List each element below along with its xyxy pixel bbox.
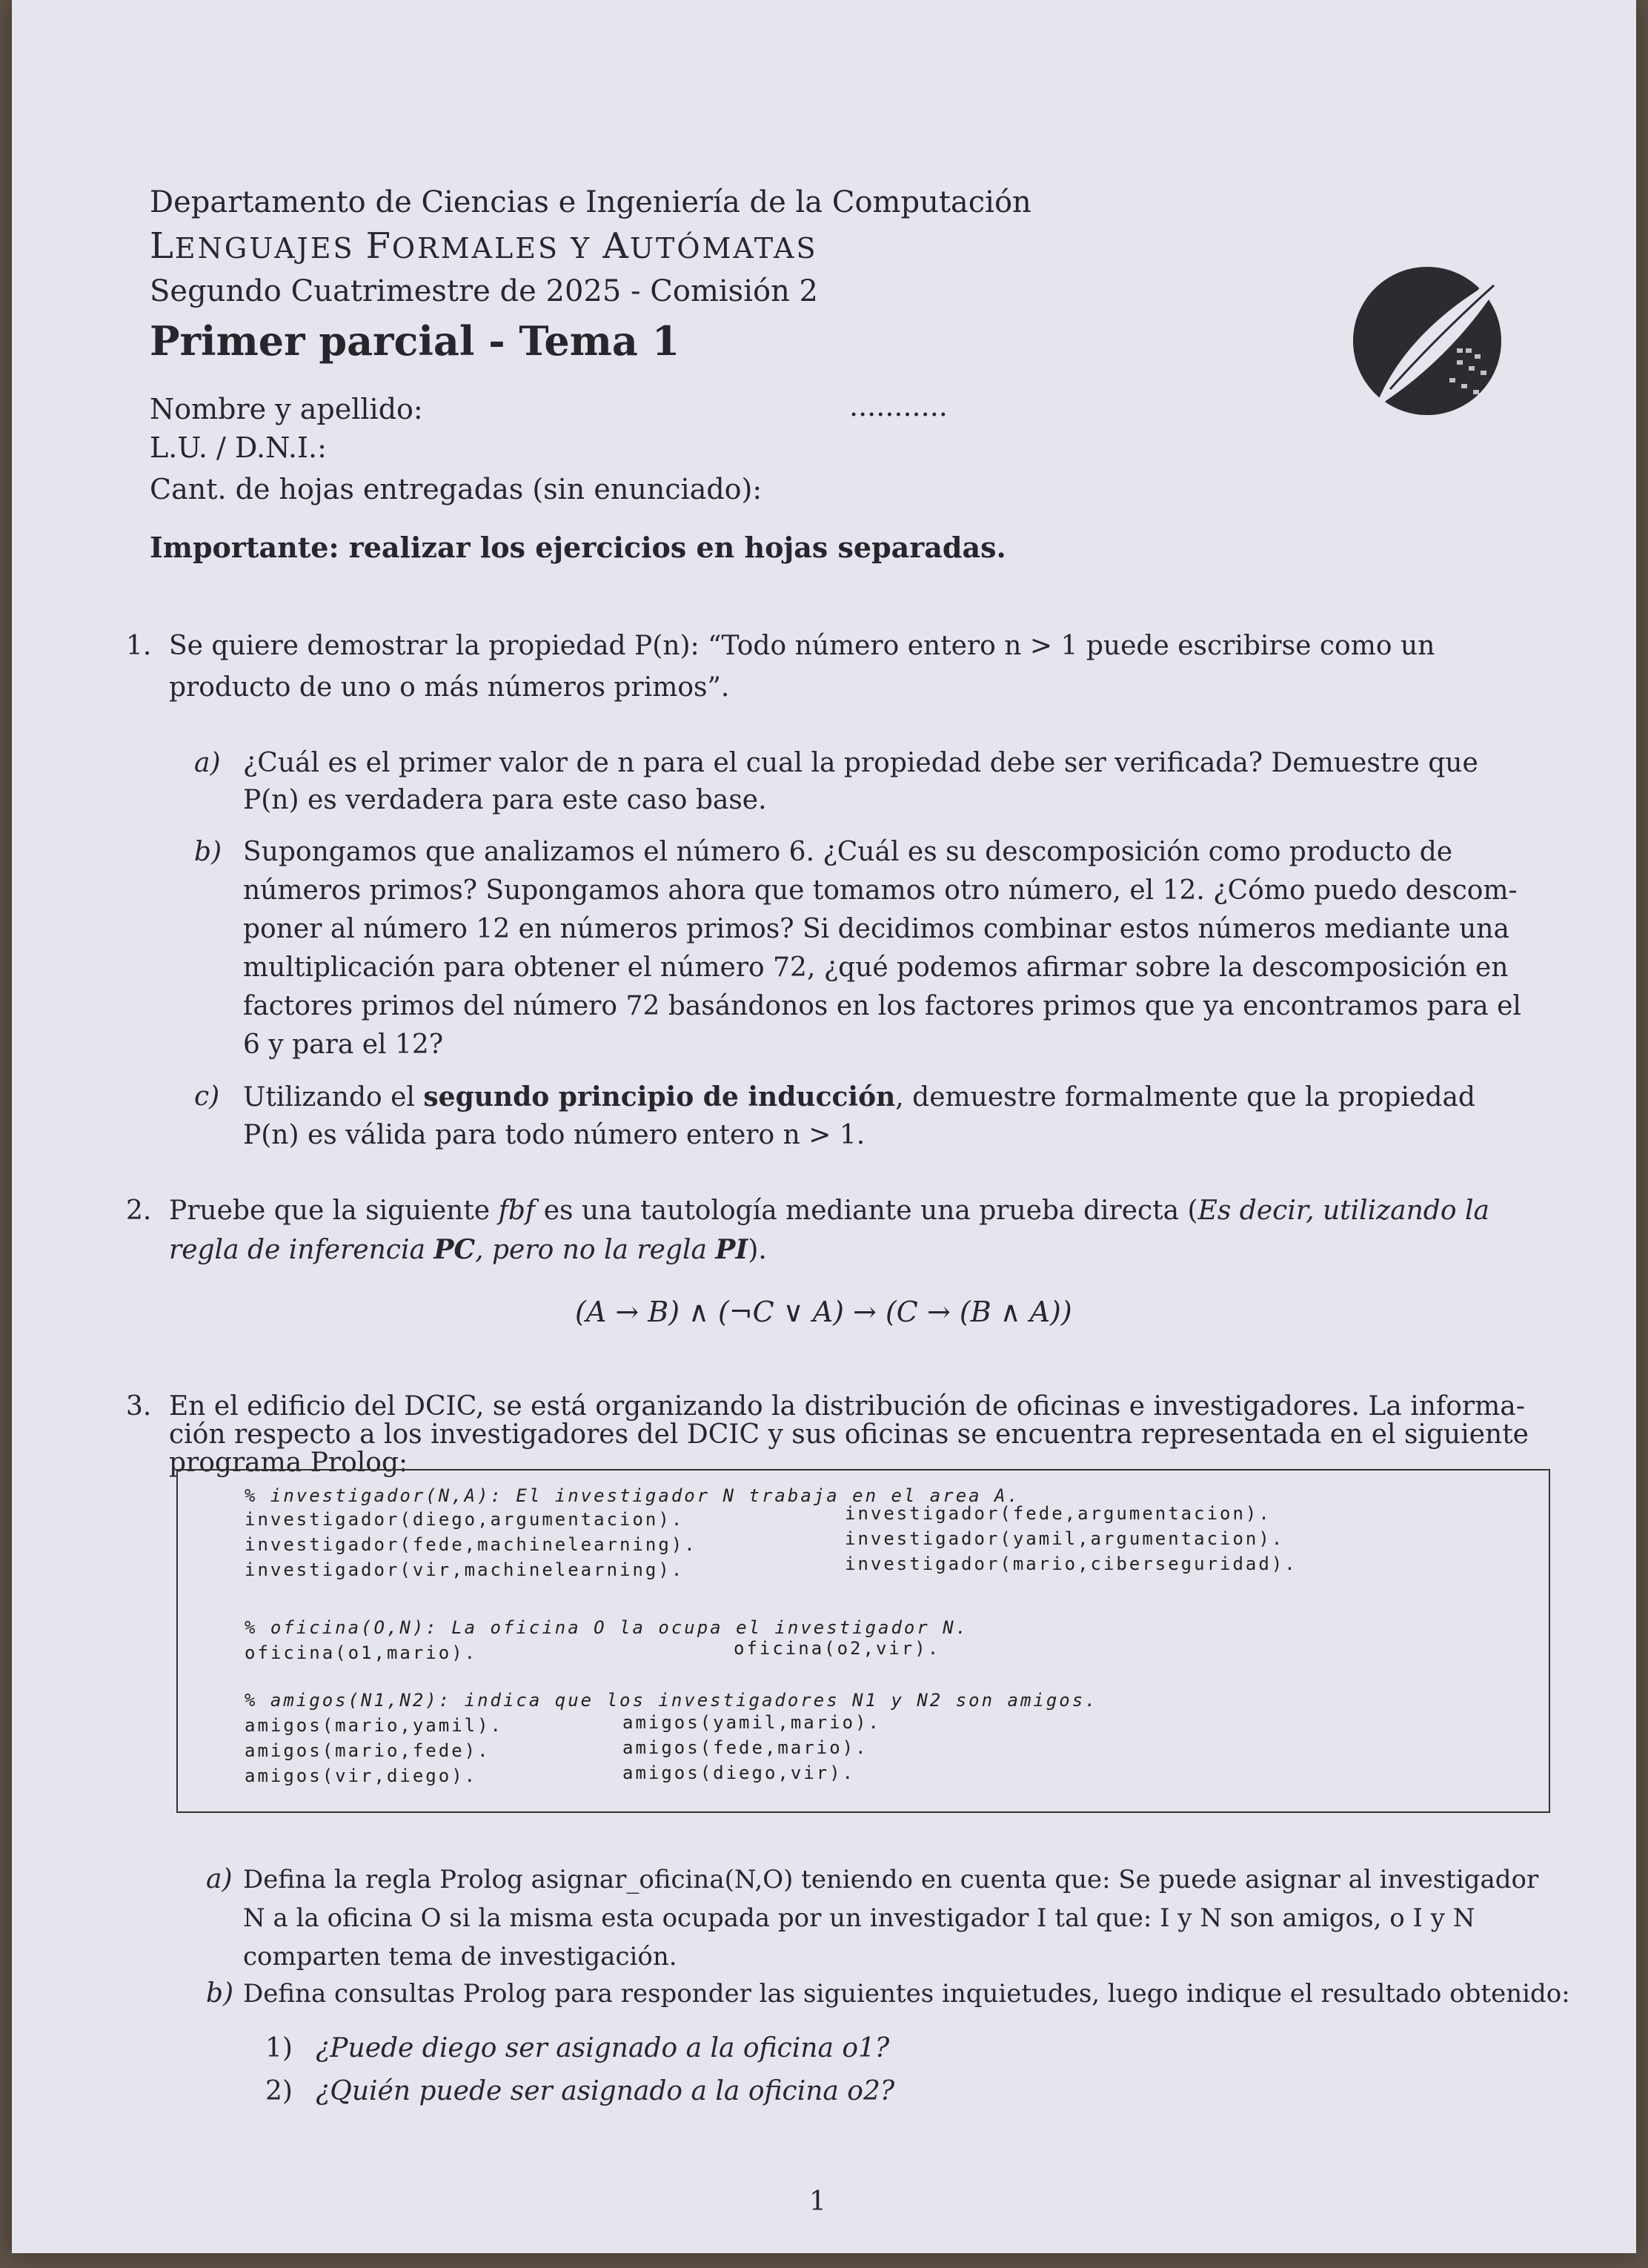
q1c-label: c) [194,1081,220,1112]
q1b-line: factores primos del número 72 basándonos en los factores primos que ya encontramos para el [243,991,1521,1021]
q2-italic-text: Es decir, utilizando la [1197,1196,1489,1226]
course-title-part: L [150,225,175,267]
q3-number: 3. [126,1391,152,1422]
name-field-label: Nombre y apellido: [150,393,423,425]
q3b-label: b) [206,1978,234,2009]
page-number: 1 [809,2186,826,2217]
course-title-part: ORMALES Y [391,232,603,265]
q3-line: programa Prolog: [169,1448,408,1478]
code-comment: % oficina(O,N): La oficina O la ocupa el investigador N. [245,1617,969,1638]
q3a-label: a) [206,1864,233,1894]
q2-text: ). [748,1235,767,1265]
q1c-bold-text: segundo principio de inducción [423,1081,896,1113]
code-line: amigos(yamil,mario). [622,1712,881,1733]
q1b-line: números primos? Supongamos ahora que tomamos otro número, el 12. ¿Cómo puedo descom- [243,875,1518,906]
sheets-field-label: Cant. de hojas entregadas (sin enunciado): [150,473,762,505]
q3-line: En el edificio del DCIC, se está organizando la distribución de oficinas e investigadores. La informa- [169,1391,1525,1422]
course-title-part: UTÓMATAS [629,232,818,265]
q3b1-label: 1) [265,2033,293,2063]
q1b-line: multiplicación para obtener el número 72, ¿qué podemos afirmar sobre la descomposición en [243,952,1509,983]
q3b2-label: 2) [265,2076,293,2106]
course-title-part: A [602,225,630,267]
q2-formula: (A → B) ∧ (¬C ∨ A) → (C → (B ∧ A)) [575,1296,1072,1328]
code-line: investigador(diego,argumentacion). [245,1509,685,1530]
q2-text: Pruebe que la siguiente [169,1196,499,1226]
university-quill-logo-icon [1346,259,1516,430]
code-line: investigador(fede,argumentacion). [845,1503,1272,1524]
code-comment: % amigos(N1,N2): indica que los investigadores N1 y N2 son amigos. [245,1690,1098,1711]
code-line: amigos(diego,vir). [622,1763,856,1783]
q3a-line: N a la oficina O si la misma esta ocupada por un investigador I tal que: I y N son amigos, o I y N [243,1903,1475,1933]
code-line: investigador(yamil,argumentacion). [845,1528,1285,1549]
q3b2-text: ¿Quién puede ser asignado a la oficina o2? [316,2076,895,2106]
course-title-part: F [365,225,392,267]
q3b-line: Defina consultas Prolog para responder las siguientes inquietudes, luego indique el resultado obtenido: [243,1979,1570,2009]
important-note: Importante: realizar los ejercicios en hojas separadas. [150,531,1006,564]
course-title [150,225,818,267]
q2-number: 2. [126,1196,152,1226]
q2-line [169,1230,767,1270]
q1-number: 1. [126,631,152,661]
q1b-line: 6 y para el 12? [243,1029,444,1060]
id-field-label: L.U. / D.N.I.: [150,431,327,464]
q1b-label: b) [194,837,222,867]
code-line: amigos(mario,yamil). [245,1715,503,1736]
exam-title: Primer parcial - Tema 1 [150,317,680,365]
q1-line: producto de uno o más números primos”. [169,672,730,703]
code-line: oficina(o2,vir). [734,1638,941,1659]
code-line: investigador(mario,ciberseguridad). [845,1554,1298,1574]
q1c-line: P(n) es válida para todo número entero n > 1. [243,1120,865,1150]
code-line: investigador(fede,machinelearning). [245,1534,697,1555]
q1a-label: a) [194,748,221,778]
prolog-code-box [176,1469,1550,1813]
q1c-text: , demuestre formalmente que la propiedad [895,1082,1475,1113]
q1b-line: poner al número 12 en números primos? Si decidimos combinar estos números mediante una [243,914,1509,944]
q1c-text: Utilizando el [243,1082,424,1113]
course-title-part: ENGUAJES [174,232,366,265]
q1-line: Se quiere demostrar la propiedad P(n): “Todo número entero n > 1 puede escribirse como un [169,631,1435,661]
code-line: oficina(o1,mario). [245,1642,478,1663]
q1c-line [243,1078,1475,1117]
code-line: amigos(vir,diego). [245,1765,478,1786]
q2-italic-text: regla de inferencia [169,1235,434,1265]
q1b-line: Supongamos que analizamos el número 6. ¿Cuál es su descomposición como producto de [243,837,1453,867]
q2-pc: PC [433,1234,476,1265]
q3b1-text: ¿Puede diego ser asignado a la oficina o1? [316,2033,890,2063]
q2-text: es una tautología mediante una prueba directa ( [535,1196,1198,1226]
q3-line: ción respecto a los investigadores del DCIC y sus oficinas se encuentra representada en el siguiente [169,1419,1529,1450]
name-field-dots: ........... [849,390,948,422]
department-name: Departamento de Ciencias e Ingeniería de la Computación [150,185,1031,219]
q3a-line: Defina la regla Prolog asignar_oficina(N,O) teniendo en cuenta que: Se puede asignar al investigador [243,1865,1539,1894]
exam-sheet [12,0,1636,2253]
code-line: amigos(mario,fede). [245,1740,491,1761]
q2-pi: PI [715,1234,748,1265]
q1a-line: P(n) es verdadera para este caso base. [243,785,767,815]
q2-line [169,1192,1489,1230]
code-comment: % investigador(N,A): El investigador N trabaja en el area A. [245,1485,1020,1506]
q3a-line: comparten tema de investigación. [243,1942,677,1972]
term: Segundo Cuatrimestre de 2025 - Comisión 2 [150,274,818,308]
q2-italic-text: , pero no la regla [475,1235,716,1265]
code-line: amigos(fede,mario). [622,1737,868,1758]
q2-fbf: fbf [498,1196,536,1226]
code-line: investigador(vir,machinelearning). [245,1559,685,1580]
q1a-line: ¿Cuál es el primer valor de n para el cual la propiedad debe ser verificada? Demuestre que [243,748,1478,778]
